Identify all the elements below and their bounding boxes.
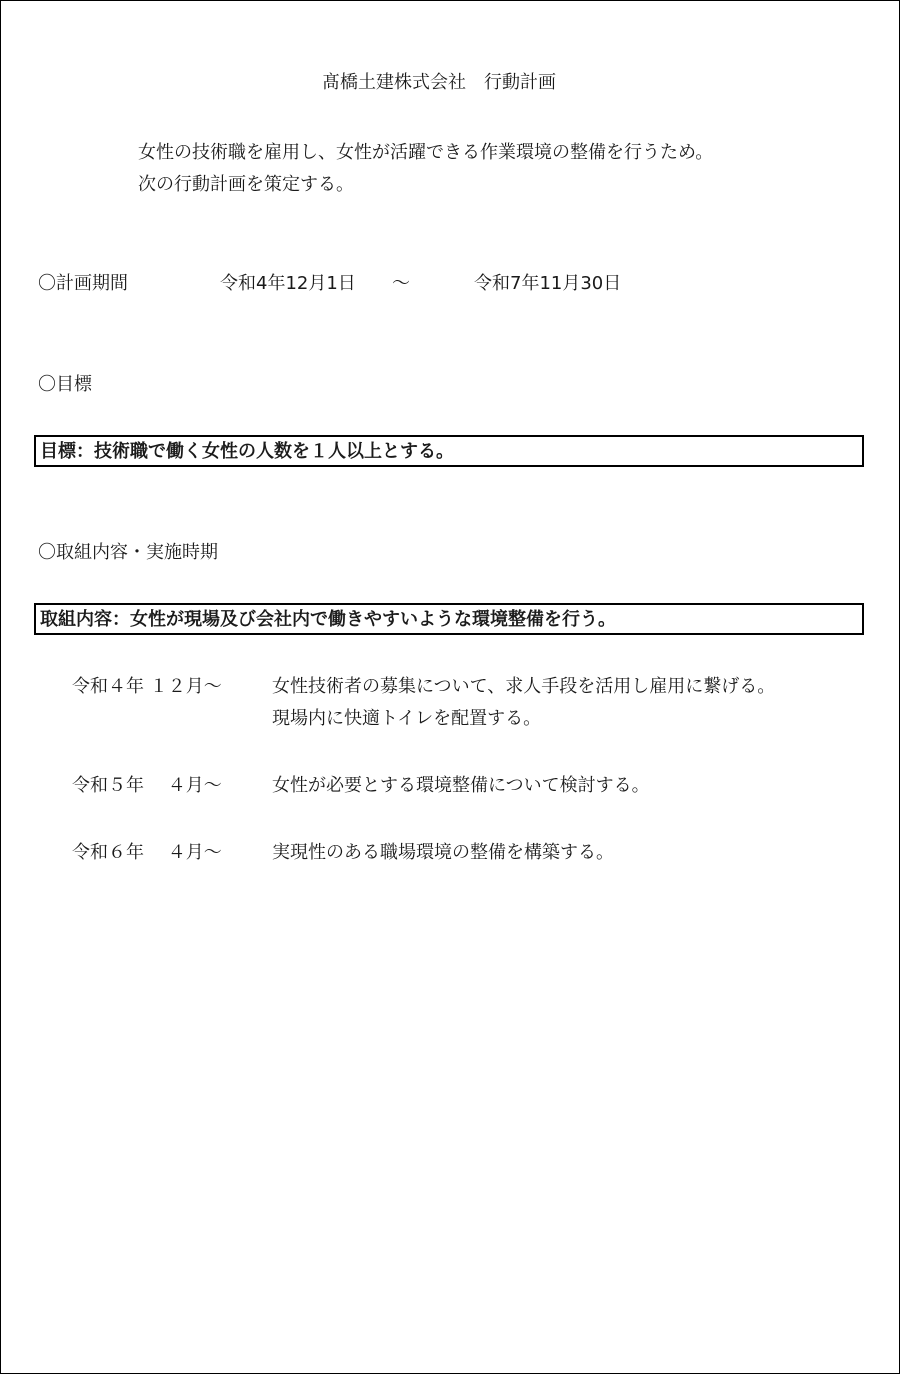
plan-period-start: 令和4年12月1日 — [220, 273, 356, 294]
plan-period-separator: ～ — [392, 273, 410, 294]
goal-heading: 〇目標 — [38, 374, 92, 395]
schedule-date: 令和４年 １２月～ — [72, 676, 222, 697]
schedule-action: 実現性のある職場環境の整備を構築する。 — [272, 842, 614, 863]
initiatives-text: 取組内容：女性が現場及び会社内で働きやすいような環境整備を行う。 — [40, 609, 616, 630]
goal-text: 目標：技術職で働く女性の人数を１人以上とする。 — [40, 441, 454, 462]
schedule-action: 現場内に快適トイレを配置する。 — [272, 708, 542, 729]
schedule-date: 令和５年 ４月～ — [72, 775, 222, 796]
intro-line-2: 次の行動計画を策定する。 — [138, 174, 354, 195]
goal-box — [34, 435, 864, 467]
schedule-date: 令和６年 ４月～ — [72, 842, 222, 863]
plan-period-end: 令和7年11月30日 — [474, 273, 622, 294]
initiatives-heading: 〇取組内容・実施時期 — [38, 542, 218, 563]
intro-line-1: 女性の技術職を雇用し、女性が活躍できる作業環境の整備を行うため。 — [138, 142, 714, 163]
plan-period-label: 〇計画期間 — [38, 273, 128, 294]
document-title: 髙橋土建株式会社 行動計画 — [322, 72, 556, 93]
schedule-action: 女性技術者の募集について、求人手段を活用し雇用に繋げる。 — [272, 676, 776, 697]
schedule-action: 女性が必要とする環境整備について検討する。 — [272, 775, 650, 796]
initiatives-box — [34, 603, 864, 635]
